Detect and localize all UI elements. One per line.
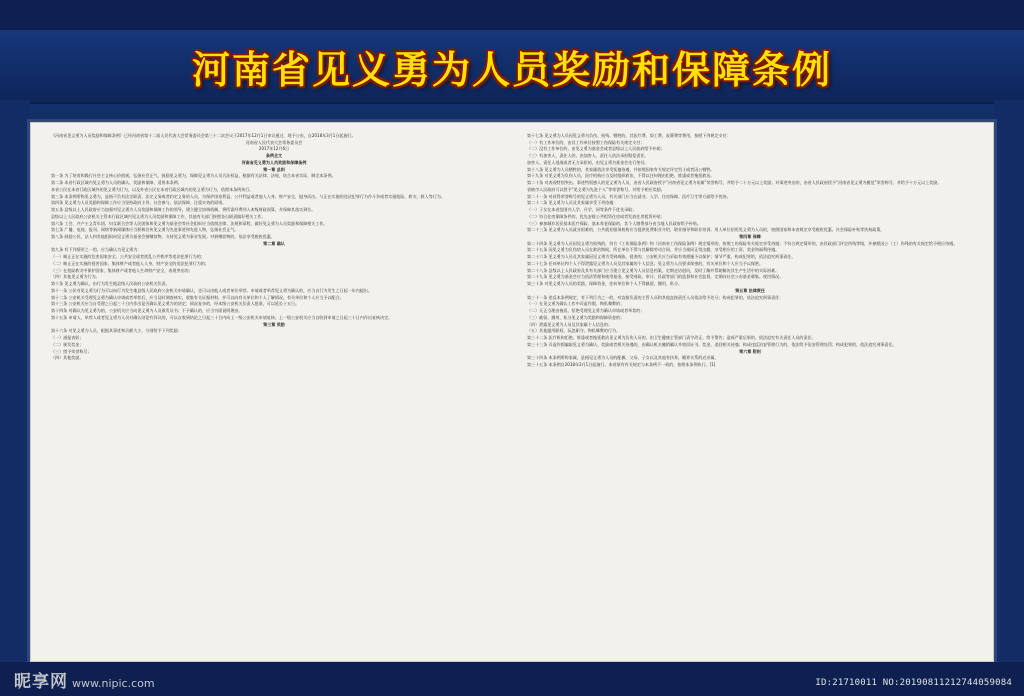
document-paragraph: 第二十五条 因见义勇为负伤的人员在救治期间，所在单位不得与其解除劳动合同，并应当视同正常出勤，享受相应的工资、奖金和福利待遇。: [527, 247, 780, 253]
document-paragraph: （二）制止正在实施的侵害国家、集体财产或者他人人身、财产安全的违法犯罪行为的；: [51, 260, 209, 266]
document-paragraph: 河南省人民代表大会常务委员会: [245, 139, 303, 145]
poster-right-edge: [994, 100, 1024, 662]
document-paragraph: 第十九条 对见义勇为负伤人员，医疗机构应当及时组织救治，不得以任何理由拒绝、推诿或者拖延救治。: [527, 173, 715, 179]
watermark-url: www.nipic.com: [72, 677, 155, 690]
document-paragraph: （四）其他奖励。: [51, 355, 84, 361]
image-id-line: ID:21710011 NO:20190811212744059084: [815, 678, 1012, 688]
document-paragraph: 第二十一条 对获得荣誉称号的见义勇为人员，有关部门应当在就业、入学、住房保障、医疗卫生等方面给予优待。: [527, 193, 731, 199]
document-paragraph: 第十七条 见义勇为人员因见义勇为负伤、致残、牺牲的，其医疗费、误工费、丧葬费等费用，按照下列规定支付：: [527, 133, 731, 138]
document-paragraph: 第九条 有下列情形之一的，应当确认为见义勇为：: [51, 247, 142, 253]
document-paragraph: （二）符合住房保障条件的，优先安排公共租赁住房或者发放住房租赁补贴；: [527, 213, 665, 219]
document-paragraph: （一）有工作单位的，由其工作单位按照工伤保险有关规定支付；: [527, 139, 645, 145]
document-paragraph: 2017年12月6日: [258, 146, 290, 152]
document-body: [30, 122, 994, 662]
document-paragraph: （一）制止正在实施的危害国家安全、公共安全或者扰乱公共秩序等违法犯罪行为的；: [51, 254, 205, 260]
document-paragraph: 第二条 本省行政区域内见义勇为人员的确认、奖励和保障，适用本条例。: [51, 180, 182, 186]
document-paragraph: 第三十五条 本条例自2018年3月1日起施行。本省原有有关规定与本条例不一致的，按照本条例执行。[1]: [527, 361, 716, 367]
document-paragraph: （三）截留、挪用、私分见义勇为奖励和保障资金的；: [527, 314, 625, 320]
document-paragraph: 第三十四条 本条例所称家属，是指见义勇为人员的配偶、父母、子女以及其他有扶养、赡养关系的近亲属。: [527, 355, 719, 361]
document-paragraph: 本省公民在本省行政区域外的见义勇为行为，以及外省公民在本省行政区域内的见义勇为行为，依照本条例执行。: [51, 186, 254, 192]
document-paragraph: 第十五条 申请人、举荐人或者见义勇为人员对确认结论有异议的，可以自收到结论之日起三十日内向上一级公安机关申请复核。上一级公安机关应当自收到申请之日起三十日内作出复核决定。: [51, 314, 393, 320]
document-paragraph: 第十三条 公安机关应当自受理之日起三十日内作出是否确认见义勇为的决定；情况复杂的，经本级公安机关负责人批准，可以延长十五日。: [51, 301, 300, 307]
document-paragraph: 第二十四条 见义勇为人员因见义勇为致残的，符合《工伤保险条例》和《河南省工伤保险条例》规定情形的，按照工伤保险有关规定享受待遇；不符合规定情形的，由民政部门评定伤残等级，并参照因公（工）伤残的有关规定给予相应待遇。: [527, 240, 958, 246]
document-paragraph: 第五条 县级以上人民政府应当加强对见义勇为人员奖励和保障工作的领导，建立健全协调机制，将所需经费列入本级财政预算，并保障其落实到位。: [51, 207, 316, 213]
document-paragraph: 第三十二条 医疗机构拒绝、推诿或者拖延救治见义勇为负伤人员的，由卫生健康主管部门责令改正，给予警告；造成严重后果的，依法追究有关责任人员的责任。: [527, 335, 816, 341]
document-paragraph: 第三十一条 违反本条例规定，有下列行为之一的，对直接负责的主管人员和其他直接责任人员依法给予处分；构成犯罪的，依法追究刑事责任：: [527, 294, 784, 300]
document-paragraph: 第一条 为了培育和践行社会主义核心价值观、弘扬社会正气，鼓励见义勇为，保障见义勇为人员合法权益，根据有关法律、法规，结合本省实际，制定本条例。: [51, 173, 336, 179]
document-paragraph: 第七条 广播、电视、报刊、网络等新闻媒体应当积极宣传见义勇为先进事迹和先进人物，弘扬社会正气。: [51, 227, 239, 233]
document-paragraph: 第三条 本条例所称见义勇为，是指不负有法定职责、法定义务或者约定义务的人员，为保护国家利益、公共利益或者他人人身、财产安全，挺身而出，与正在实施的违法犯罪行为作斗争或者实施抢险、救灾、救人等行为。: [51, 193, 445, 199]
document-paragraph: 省辖市人民政府可以授予“见义勇为先进个人”等荣誉称号，并给予相应奖励。: [527, 186, 665, 192]
document-paragraph: 《河南省见义勇为人员奖励和保障条例》已经河南省第十二届人民代表大会常务委员会第三十二次会议于2017年12月1日审议通过，现予公布，自2018年3月1日起施行。: [51, 133, 356, 138]
document-column-right: [519, 133, 981, 653]
document-heading: 第四章 保障: [739, 234, 761, 240]
document-paragraph: （一）通报表彰；: [51, 335, 84, 341]
poster-left-edge: [0, 100, 30, 662]
document-paragraph: 加害人、责任人逃逸或者无力承担的，由见义勇为基金会先行垫付。: [527, 159, 649, 165]
document-paragraph: （二）无正当理由拖延、拒绝受理见义勇为确认申请或者举荐的；: [527, 308, 645, 314]
document-paragraph: 第二十二条 见义勇为人员及其家属享受下列待遇：: [527, 200, 618, 206]
document-paragraph: （五）其他滥用职权、玩忽职守、徇私舞弊的行为。: [527, 328, 621, 334]
document-paragraph: 第三十条 对见义勇为人员的奖励、保障资金，任何单位和个人不得截留、挪用、私分。: [527, 281, 683, 287]
watermark-text: 昵享网: [14, 672, 68, 692]
document-paragraph: 第二十三条 见义勇为人员就业困难的，公共就业服务机构应当提供免费职业介绍、职业指导和职业培训。用人单位招用见义勇为人员的，按照国家和本省规定享受税收优惠、社会保险补贴等扶持政策。: [527, 227, 885, 233]
document-paragraph: 第十四条 对确认为见义勇为的，公安机关应当向见义勇为人员颁发证书；不予确认的，应当书面说明理由。: [51, 308, 243, 314]
document-paragraph: （三）有加害人、责任人的，由加害人、责任人依法承担赔偿责任。: [527, 153, 649, 159]
document-paragraph: 第十六条 对见义勇为人员，根据其事迹和贡献大小，分别给予下列奖励：: [51, 328, 182, 334]
banner-top-strip: [0, 0, 1024, 28]
document-paragraph: 第十一条 公民对见义勇为行为可以向行为发生地县级人民政府公安机关申请确认，也可以由他人或者单位举荐。申请或者举荐见义勇为确认的，应当自行为发生之日起一年内提出。: [51, 287, 372, 293]
document-heading: 第五章 法律责任: [735, 287, 765, 293]
document-column-left: [43, 133, 505, 653]
document-paragraph: （二）颁发奖金；: [51, 341, 84, 347]
page-title: 河南省见义勇为人员奖励和保障条例: [191, 47, 832, 92]
document-paragraph: 第四条 见义勇为人员奖励和保障工作应当坚持政府主导、社会参与、依法保障、注重实效的原则。: [51, 200, 227, 206]
poster-banner: [0, 28, 1024, 104]
site-watermark: [14, 667, 155, 692]
document-paragraph: 第十二条 公安机关受理见义勇为确认申请或者举荐后，应当及时调查核实，收集有关证据材料，并可以向有关单位和个人了解情况，有关单位和个人应当予以配合。: [51, 294, 344, 300]
document-paragraph: 第六条 工会、共产主义青年团、妇女联合会等人民团体和见义勇为基金会等社会组织应当依照法律、法规和章程，做好见义勇为人员奖励和保障相关工作。: [51, 220, 328, 226]
document-paragraph: （一）子女在本省范围内入学、升学，同等条件下优先录取；: [527, 207, 637, 213]
document-heading: 第一章 总则: [263, 166, 285, 172]
document-paragraph: 第二十六条 见义勇为人员及其家属因见义勇为受到威胁、侵害的，公安机关应当采取有效措施予以保护；情节严重、构成犯罪的，依法追究刑事责任。: [527, 254, 796, 260]
document-paragraph: 第二十八条 县级以上人民政府及其有关部门应当建立见义勇为人员信息档案，定期走访慰问，及时了解并帮助解决其生产生活中的实际困难。: [527, 267, 780, 273]
document-paragraph: （三）参加城乡居民基本医疗保险、基本养老保险的，其个人缴费部分由当地人民政府给予补贴。: [527, 220, 702, 226]
document-heading: 第三章 奖励: [263, 321, 285, 327]
document-heading: 第二章 确认: [263, 240, 285, 246]
document-paragraph: （三）在抢险救灾中保护国家、集体财产或者他人生命财产安全，表现突出的；: [51, 267, 193, 273]
document-paragraph: （一）在见义勇为确认工作中弄虚作假、徇私舞弊的；: [527, 301, 625, 307]
document-heading: 第六章 附则: [739, 348, 761, 354]
document-paragraph: 第三十三条 弄虚作假骗取见义勇为确认、奖励或者相关待遇的，由确认机关撤销确认并收回证书、奖金，追回相关待遇；构成违反治安管理行为的，依法给予治安管理处罚；构成犯罪的，依法追究刑事责任。: [527, 341, 897, 347]
document-paragraph: 县级以上人民政府公安机关主管本行政区域内见义勇为人员奖励和保障工作，其他有关部门按照各自职责做好相关工作。: [51, 213, 266, 219]
document-paragraph: 第二十条 对表现特别突出、事迹特别感人的见义勇为人员，由省人民政府授予“河南省见义勇为英雄”荣誉称号，并给予二十万元以上奖励；对事迹突出的，由省人民政府授予“河南省见义勇为模范”荣誉称号，并给予十万元以上奖励。: [527, 180, 942, 186]
document-paragraph: 第十八条 见义勇为人员牺牲的，其家属依法享受抚恤待遇，并按照国家有关规定评定烈士或者因公牺牲。: [527, 166, 715, 172]
document-paragraph: 第二十九条 见义勇为基金会应当依法管理和使用基金，接受财政、审计、民政等部门的监督和社会监督，定期向社会公布基金募集、使用情况。: [527, 274, 784, 280]
document-paragraph: （四）其他见义勇为行为。: [51, 274, 100, 280]
document-heading: 河南省见义勇为人员奖励和保障条例: [241, 159, 307, 165]
document-paragraph: （三）授予荣誉称号；: [51, 348, 92, 354]
document-heading: 条例全文: [265, 153, 283, 159]
document-paragraph: 第十条 见义勇为确认，由行为发生地县级人民政府公安机关负责。: [51, 281, 170, 287]
document-paragraph: 第二十七条 任何单位和个人不得泄露见义勇为人员及其家属的个人信息；见义勇为人员要求保密的，有关单位和个人应当予以保密。: [527, 260, 764, 266]
document-paragraph: 第八条 鼓励公民、法人和其他组织向见义勇为基金会捐赠款物，支持见义勇为事业发展。对捐赠款物的，依法享受税收优惠。: [51, 234, 275, 240]
document-paragraph: （四）泄露见义勇为人员及其家属个人信息的；: [527, 321, 612, 327]
document-columns: [43, 133, 981, 653]
document-paragraph: （二）没有工作单位的，由见义勇为基金会或者县级以上人民政府给予补助；: [527, 146, 665, 152]
poster-bottom-bar: [0, 662, 1024, 696]
